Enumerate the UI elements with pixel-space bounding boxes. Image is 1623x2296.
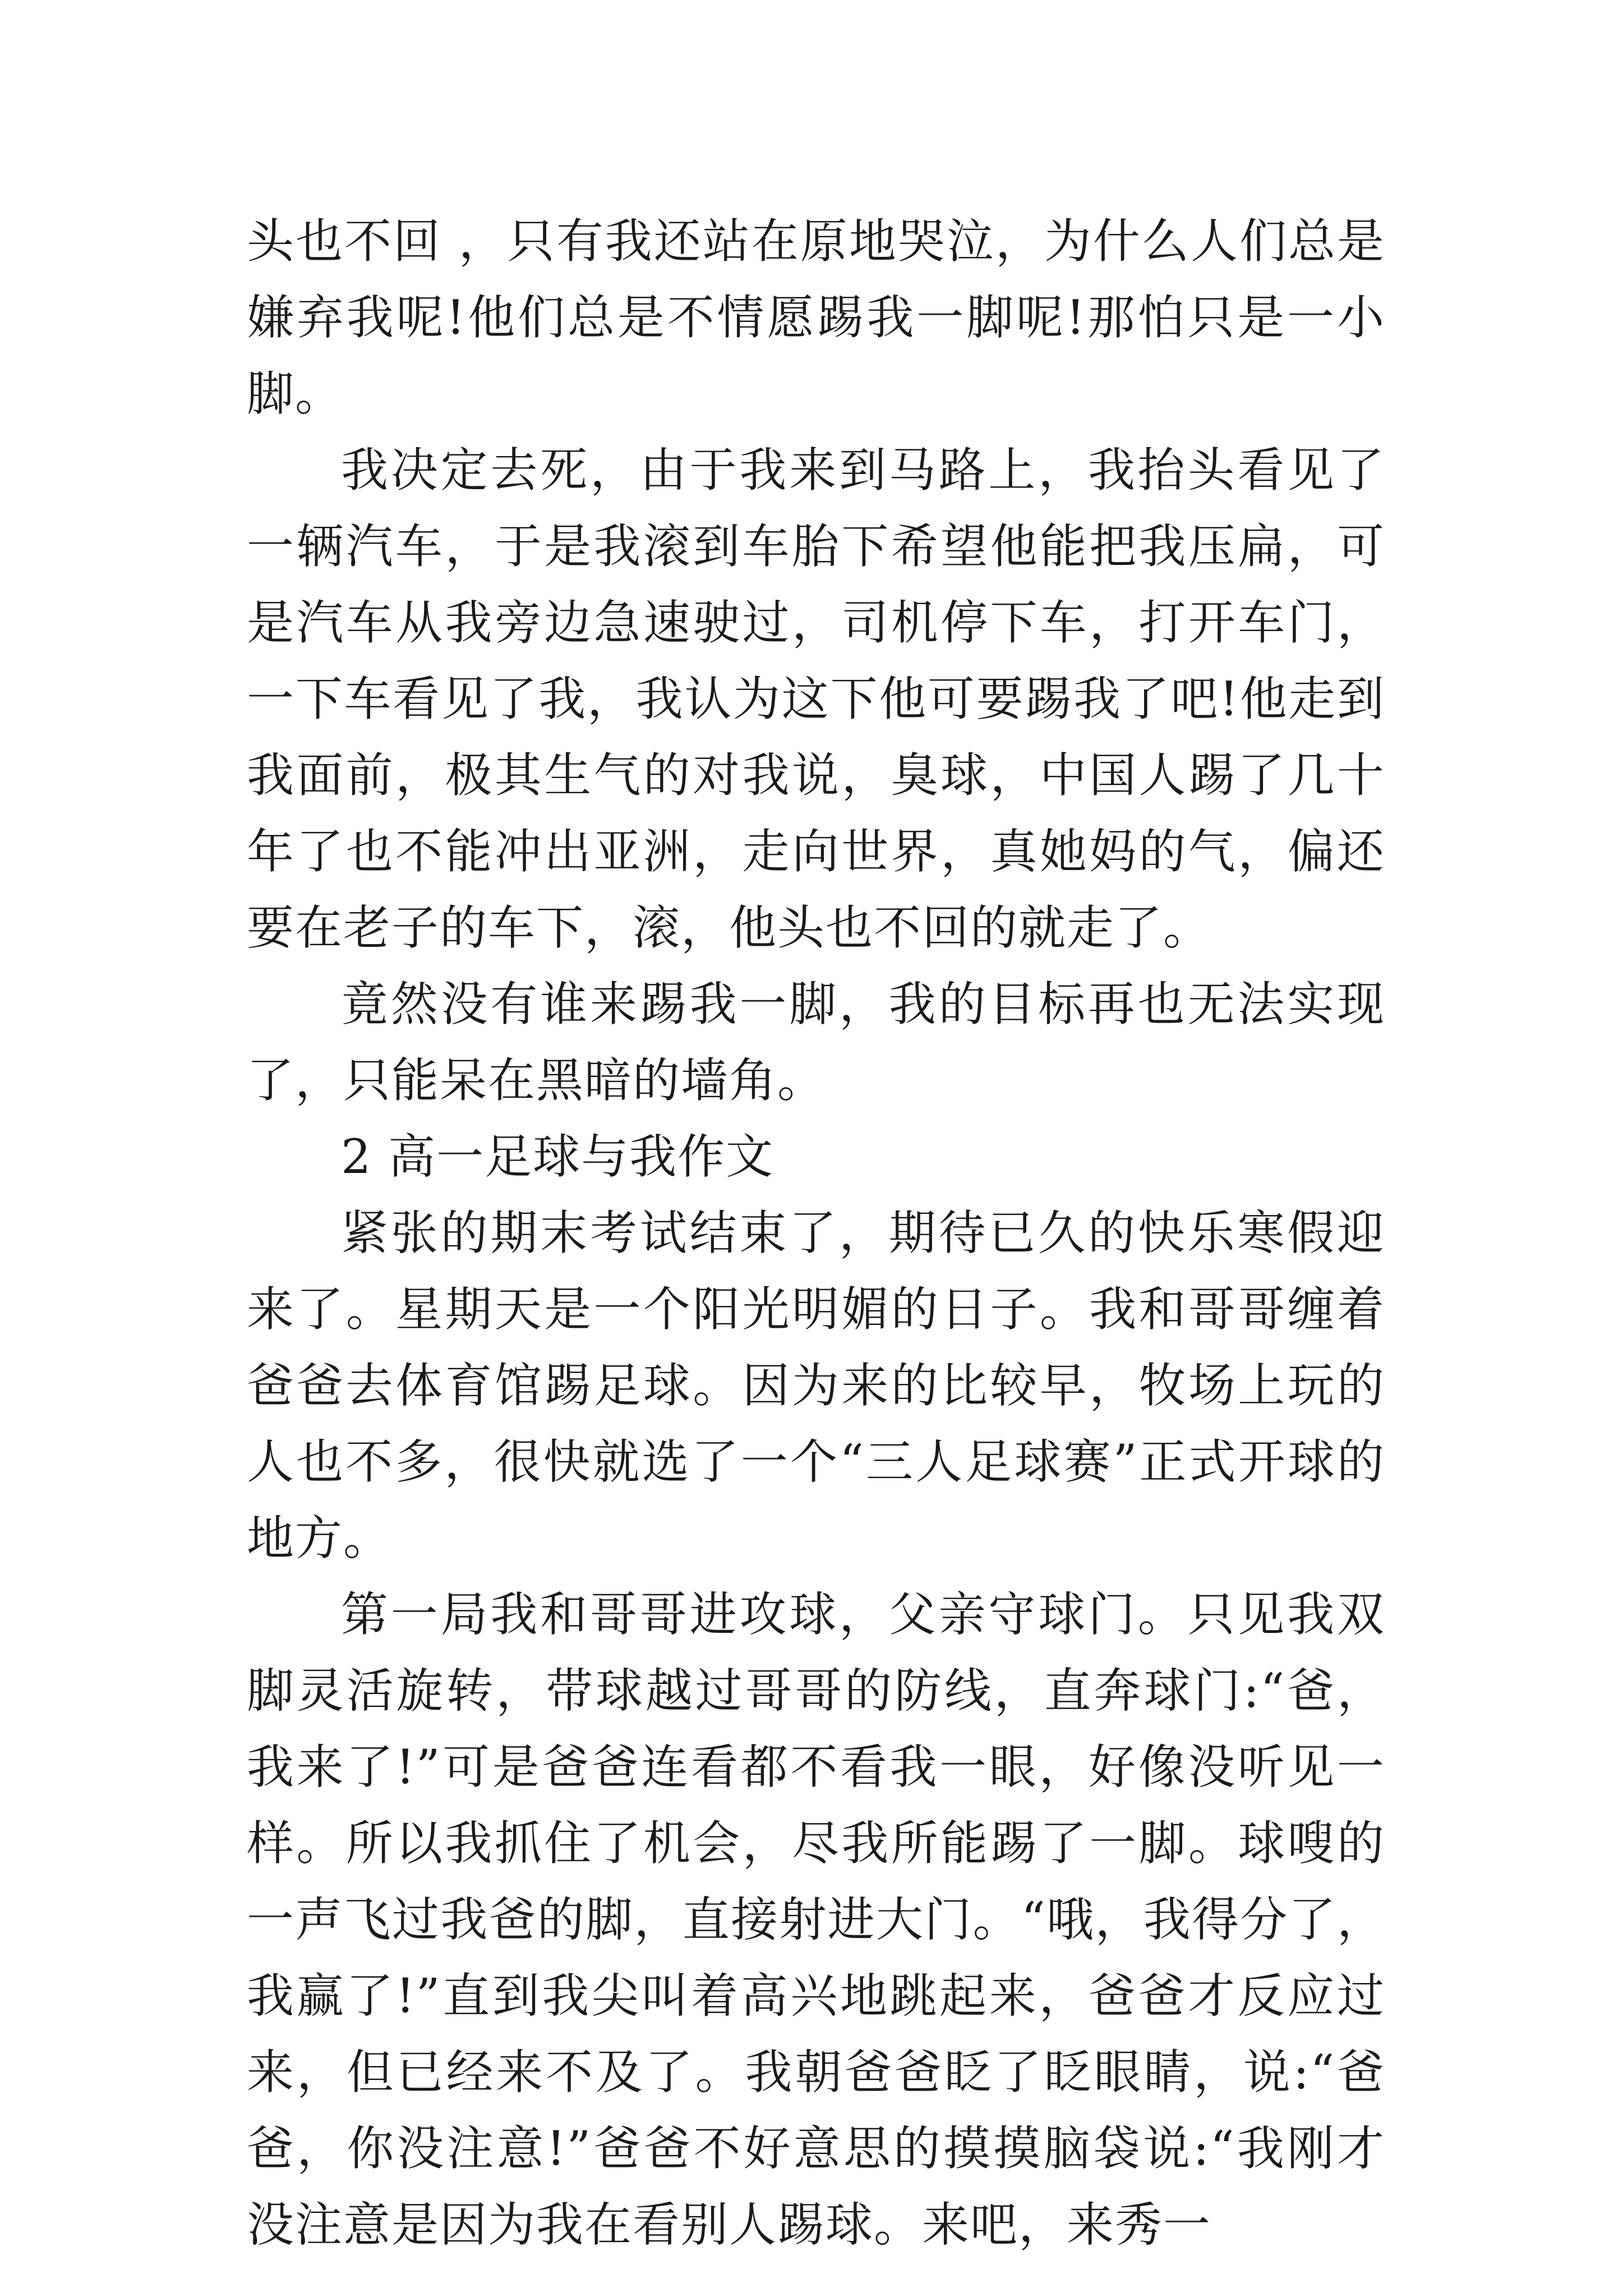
body-text <box>247 203 1385 2263</box>
section-heading: 2 高一足球与我作文 <box>341 1129 774 1184</box>
paragraph-2: 我决定去死，由于我来到马路上，我抬头看见了一辆汽车，于是我滚到车胎下希望他能把我压扁，可是汽车从我旁边急速驶过，司机停下车，打开车门，一下车看见了我，我认为这下他可要踢我了吧!他走到我面前，极其生气的对我说，臭球，中国人踢了几十年了也不能冲出亚洲，走向世界，真她妈的气，偏还要在老子的车下，滚，他头也不回的就走了。 <box>247 443 1385 955</box>
paragraph-5: 第一局我和哥哥进攻球，父亲守球门。只见我双脚灵活旋转，带球越过哥哥的防线，直奔球门:“爸，我来了!”可是爸爸连看都不看我一眼，好像没听见一样。所以我抓住了机会，尽我所能踢了一脚。球嗖的一声飞过我爸的脚，直接射进大门。“哦，我得分了，我赢了!”直到我尖叫着高兴地跳起来，爸爸才反应过来，但已经来不及了。我朝爸爸眨了眨眼睛，说:“爸爸，你没注意!”爸爸不好意思的摸摸脑袋说:“我刚才没注意是因为我在看别人踢球。来吧，来秀一 <box>247 1587 1385 2252</box>
paragraph-1: 头也不回 ，只有我还站在原地哭泣，为什么人们总是嫌弃我呢!他们总是不情愿踢我一脚呢!那怕只是一小脚。 <box>247 214 1385 421</box>
paragraph-3: 竟然没有谁来踢我一脚，我的目标再也无法实现了，只能呆在黑暗的墙角。 <box>247 977 1385 1108</box>
paragraph-4: 紧张的期末考试结束了，期待已久的快乐寒假迎来了。星期天是一个阳光明媚的日子。我和哥哥缠着爸爸去体育馆踢足球。因为来的比较早，牧场上玩的人也不多，很快就选了一个“三人足球赛”正式开球的地方。 <box>247 1205 1385 1566</box>
